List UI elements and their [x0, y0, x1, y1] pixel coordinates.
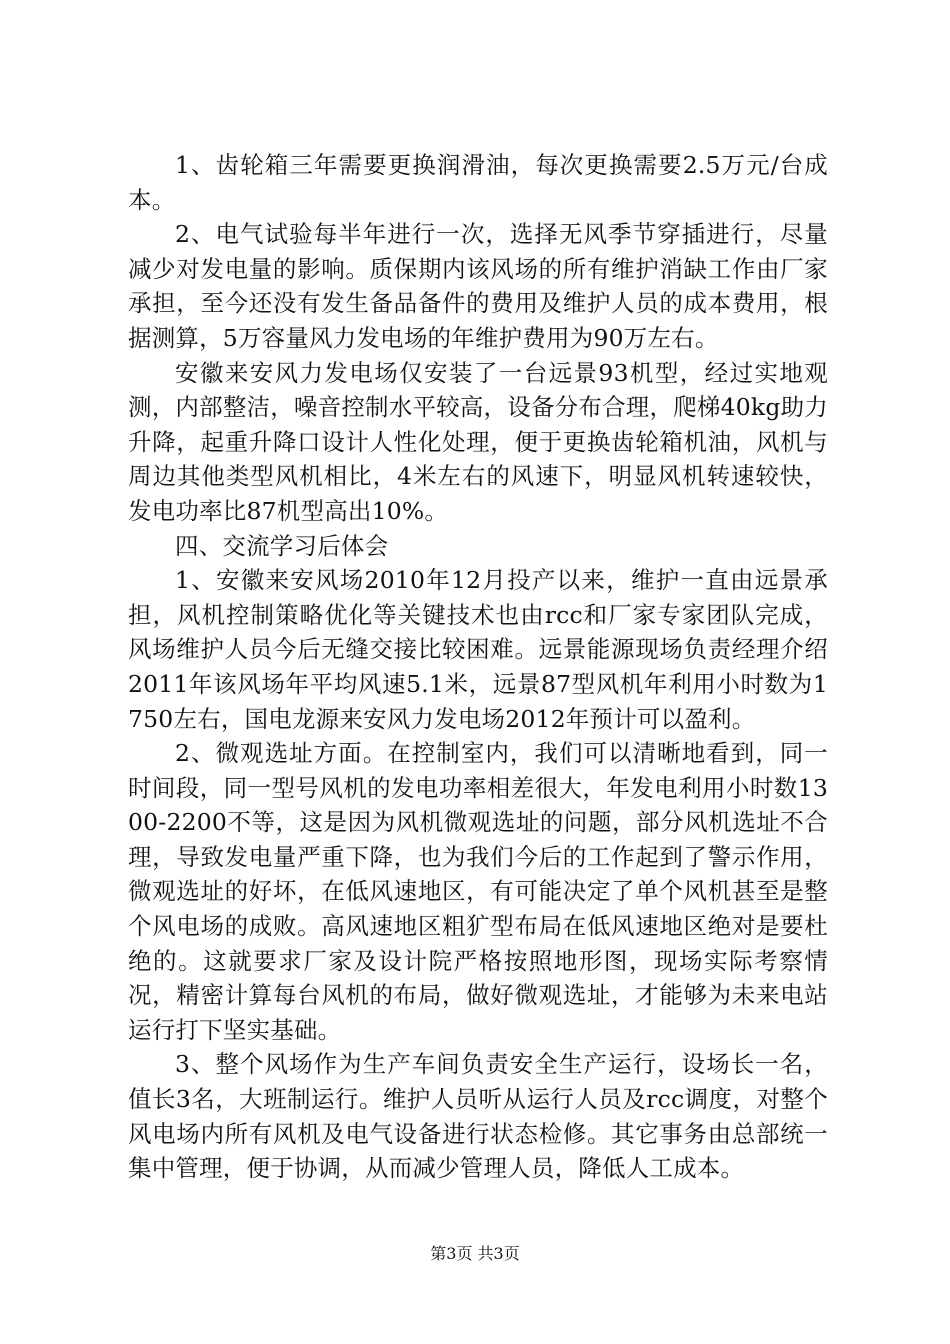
page-number-footer: 第3页 共3页: [430, 1244, 520, 1263]
paragraph-anhui-laian: 安徽来安风力发电场仅安装了一台远景93机型，经过实地观测，内部整洁，噪音控制水平较高，设备分布合理，爬梯40kg助力升降，起重升降口设计人性化处理，便于更换齿轮箱机油，风机与周边其他类型风机相比，4米左右的风速下，明显风机转速较快，发电功率比87机型高出10%。: [128, 358, 828, 525]
document-body: [128, 148, 828, 1186]
paragraph-maintenance: 1、安徽来安风场2010年12月投产以来，维护一直由远景承担，风机控制策略优化等关键技术也由rcc和厂家专家团队完成，风场维护人员今后无缝交接比较困难。远景能源现场负责经理介绍2011年该风场年平均风速5.1米，远景87型风机年利用小时数为1750左右，国电龙源来安风力发电场2012年预计可以盈利。: [128, 566, 828, 733]
paragraph-electrical-test: 2、电气试验每半年进行一次，选择无风季节穿插进行，尽量减少对发电量的影响。质保期内该风场的所有维护消缺工作由厂家承担，至今还没有发生备品备件的费用及维护人员的成本费用，根据测算，5万容量风力发电场的年维护费用为90万左右。: [128, 220, 828, 352]
paragraph-gearbox-oil: 1、齿轮箱三年需要更换润滑油，每次更换需要2.5万元/台成本。: [128, 151, 828, 214]
paragraph-organization: 3、整个风场作为生产车间负责安全生产运行，设场长一名，值长3名，大班制运行。维护人员听从运行人员及rcc调度，对整个风电场内所有风机及电气设备进行状态检修。其它事务由总部统一集中管理，便于协调，从而减少管理人员，降低人工成本。: [128, 1050, 828, 1183]
paragraph-micro-siting: 2、微观选址方面。在控制室内，我们可以清晰地看到，同一时间段，同一型号风机的发电功率相差很大，年发电利用小时数1300-2200不等，这是因为风机微观选址的问题，部分风机选址不合理，导致发电量严重下降，也为我们今后的工作起到了警示作用，微观选址的好坏，在低风速地区，有可能决定了单个风机甚至是整个风电场的成败。高风速地区粗犷型布局在低风速地区绝对是要杜绝的。这就要求厂家及设计院严格按照地形图，现场实际考察情况，精密计算每台风机的布局，做好微观选址，才能够为未来电站运行打下坚实基础。: [128, 739, 828, 1044]
section-heading: 四、交流学习后体会: [175, 531, 389, 560]
